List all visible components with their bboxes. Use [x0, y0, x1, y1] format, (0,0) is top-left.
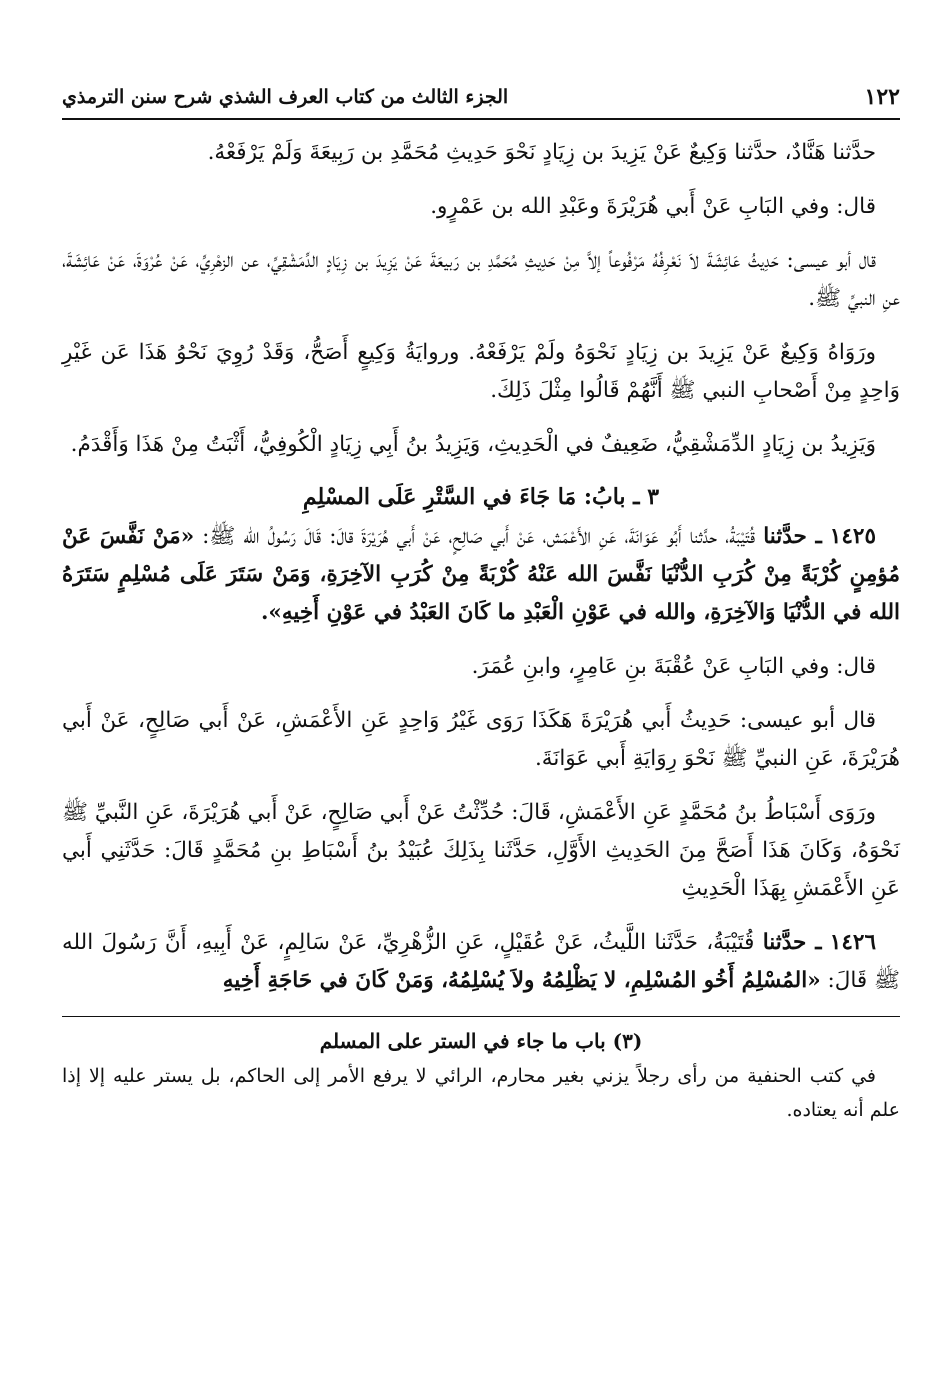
hadith-number: ١٤٢٥	[829, 524, 876, 549]
hadith-opening: ـ حدَّثنا	[763, 524, 822, 549]
hadith-matn: «مَنْ نَفَّسَ عَنْ مُؤمِنٍ كُرْبَةً مِنْ كُرَبِ الدُّنْيَا نَفَّسَ الله عَنْهُ كُرْبَةً مِنْ كُرَبِ الآخِرَةِ، وَمَنْ سَتَرَ عَلَى مُسْلِمٍ سَتَرَهُ الله في الدُّنْيَا وَالآخِرَةِ، والله في عَوْنِ الْعَبْدِ ما كَانَ العَبْدُ في عَوْنِ أَخِيهِ».	[62, 524, 900, 625]
hadith-1426	[62, 924, 900, 1000]
hadith-number: ١٤٢٦	[829, 930, 876, 955]
paragraph: ورَوَاهُ وَكِيعٌ عَنْ يَزِيدَ بن زِيَادٍ نَحْوَهُ ولَمْ يَرْفَعْهُ. وروايَةُ وَكِيعٍ أَصَحُّ، وَقَدْ رُوِيَ نَحْوُ هَذَا عَن غَيْرِ وَاحِدٍ مِنْ أَصْحابِ النبي ﷺ أَنَّهُمْ قَالُوا مِثْلَ ذَلِكَ.	[62, 340, 900, 403]
book-page	[62, 78, 900, 1358]
footnote-heading: (٣) باب ما جاء في الستر على المسلم	[319, 1029, 643, 1053]
hadith-matn: «المُسْلِمُ أَخُو المُسْلِمِ، لا يَظْلِمُهُ ولاَ يُسْلِمُهُ، وَمَنْ كَانَ في حَاجَةِ أَخِيهِ	[222, 968, 821, 993]
paragraph: قال: وفي البَابِ عَنْ عُقْبَةَ بنِ عَامِرٍ، وابنِ عُمَرَ.	[471, 654, 876, 679]
footnote-divider	[62, 1016, 900, 1017]
page-header	[62, 78, 900, 120]
paragraph: قال: وفي البَابِ عَنْ أَبي هُرَيْرَةَ وعَبْدِ الله بن عَمْرٍو.	[430, 194, 876, 219]
paragraph: وَيَزِيدُ بن زِيَادٍ الدِّمَشْقِيُّ، ضَعِيفٌ في الْحَدِيثِ، وَيَزِيدُ بنُ أَبِي زِيَادٍ الْكُوفِيُّ، أَثْبَتُ مِنْ هَذَا وَأَقْدَمُ.	[70, 432, 876, 457]
footnote-text: في كتب الحنفية من رأى رجلاً يزني بغير محارم، الرائي لا يرفع الأمر إلى الحاكم، بل يستر عليه إلا إذا علم أنه يعتاده.	[62, 1065, 900, 1121]
chapter-heading: ٣ ـ بابُ: مَا جَاءَ في السَّتْرِ عَلَى المسْلِمِ	[302, 484, 660, 510]
paragraph: ورَوَى أَسْبَاطُ بنُ مُحَمَّدٍ عَنِ الأَعْمَشِ، قَالَ: حُدِّثْتُ عَنْ أَبي صَالِحٍ، عَنْ أَبي هُرَيْرَةَ، عَنِ النَّبيِّ ﷺ نَحْوَهُ، وَكَانَ هَذَا أَصَحَّ مِنَ الحَدِيثِ الأَوَّلِ، حَدَّثَنا بِذَلِكَ عُبَيْدُ بنُ أَسْبَاطِ بنِ مُحَمَّدٍ قَالَ: حَدَّثَنِي أَبي عَنِ الأَعْمَشِ بِهَذَا الْحَدِيثِ	[62, 800, 900, 901]
paragraph: حدَّثنا هَنَّادٌ، حدَّثنا وَكِيعٌ عَنْ يَزِيدَ بن زِيَادٍ نَحْوَ حَدِيثِ مُحَمَّدِ بن رَبِيعَةَ وَلَمْ يَرْفَعْهُ.	[207, 140, 876, 165]
hadith-1425	[62, 518, 900, 632]
hadith-chain: قُتَيْبَةُ، حَدَّثَنا اللَّيثُ، عَنْ عُقَيْلٍ، عَنِ الزُّهْرِيِّ، عَنْ سَالِمٍ، عَنْ أَبِيهِ، أَنَّ رَسُولَ الله ﷺ قَالَ:	[62, 930, 900, 993]
hadith-chain: قُتَيْبَةُ، حدَّثنا أَبُو عَوَانَةَ، عَنِ الأَعْمَش، عَنْ أَبي صَالِحٍ، عَنْ أَبي هُرَيْرَةَ قالَ: قَالَ رَسُولُ الله ﷺ:	[202, 524, 756, 549]
paragraph: قال أبو عيسى: حَدِيثُ عَائِشَةَ لاَ نَعْرِفُهُ مَرْفُوعاً إلاَّ مِنْ حَدِيثِ مُحَمَّدِ بن رَبيعَةَ عَنْ يَزِيدَ بن زِيَادٍ الدِّمَشْقِيِّ، عن الزهْرِيِّ، عَنْ عُرْوَةَ، عَنْ عَائِشَةَ، عنِ النبيِّ ﷺ.	[62, 248, 900, 311]
page-number: ١٢٢	[864, 84, 900, 110]
hadith-opening: ـ حدَّثنا	[762, 930, 822, 955]
running-title: الجزء الثالث من كتاب العرف الشذي شرح سنن الترمذي	[62, 86, 509, 108]
page-body	[62, 134, 900, 1000]
paragraph: قال أبو عيسى: حَدِيثُ أَبي هُرَيْرَةَ هَكَذَا رَوَى غَيْرُ وَاحِدٍ عَنِ الأَعْمَشِ، عَنْ أَبي صَالِحٍ، عَنْ أَبي هُرَيْرَةَ، عَنِ النبيِّ ﷺ نَحْوَ رِوَايَةِ أَبي عَوَانَةَ.	[62, 708, 900, 771]
